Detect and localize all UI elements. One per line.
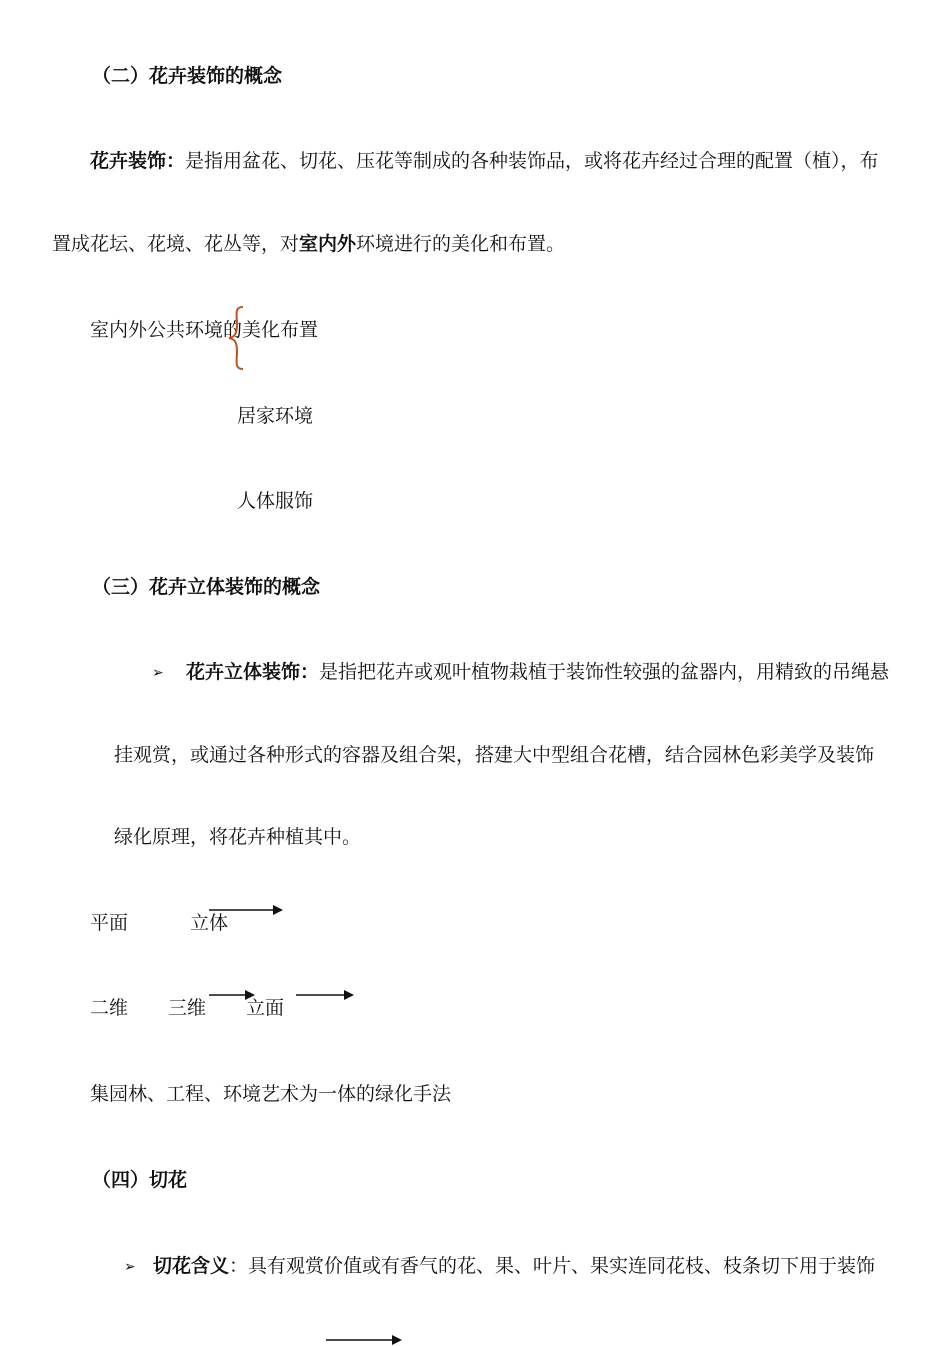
section2-definition-line2: [52, 232, 565, 256]
section4-definition-sep: ：: [229, 1255, 249, 1277]
section3-summary: 集园林、工程、环境艺术为一体的绿化手法: [90, 1083, 452, 1105]
flow1-solid: 立体: [190, 912, 229, 934]
section3-definition-text1: 是指把花卉或观叶植物栽植于装饰性较强的盆器内，用精致的吊绳悬: [319, 661, 890, 683]
section2-definition-text2a: 置成花坛、花境、花丛等，对: [52, 233, 300, 255]
section2-heading: （二）花卉装饰的概念: [92, 65, 283, 87]
section2-definition-text1: 是指用盆花、切花、压花等制成的各种装饰品，或将花卉经过合理的配置（植），布: [185, 150, 879, 172]
section2-definition-line1: [90, 149, 879, 173]
section2-definition-text2b: 环境进行的美化和布置。: [356, 233, 566, 255]
arrow-right-icon: [209, 989, 257, 1001]
arrow-right-icon: [209, 904, 285, 916]
flow1-plane: 平面: [90, 912, 129, 934]
bullet-arrow-icon: ➢: [124, 1259, 136, 1275]
curly-brace-icon: [226, 305, 246, 371]
section3-definition-line2: 挂观赏，或通过各种形式的容器及组合架，搭建大中型组合花槽，结合园林色彩美学及装饰: [114, 744, 875, 766]
section4-heading: （四）切花: [92, 1169, 188, 1191]
section2-definition-bold: 室内外: [299, 233, 357, 255]
section4-definition-line1: [153, 1254, 875, 1278]
flow2-3d: 三维: [168, 997, 207, 1019]
bullet-arrow-icon: ➢: [152, 665, 164, 681]
arrow-right-icon: [296, 989, 356, 1001]
section3-heading: （三）花卉立体装饰的概念: [92, 576, 321, 598]
arrow-right-icon: [326, 1334, 404, 1346]
scope-label: 室内外公共环境的美化布置: [90, 319, 319, 341]
flow2-facade: 立面: [246, 997, 285, 1019]
section4-definition-text1: 具有观赏价值或有香气的花、果、叶片、果实连同花枝、枝条切下用于装饰: [248, 1255, 876, 1277]
section3-definition-line1: [186, 660, 889, 684]
flow2-2d: 二维: [90, 997, 129, 1019]
scope-item-clothing: 人体服饰: [237, 490, 314, 512]
section2-definition-term: 花卉装饰：: [90, 150, 186, 172]
section3-definition-line3: 绿化原理，将花卉种植其中。: [114, 826, 362, 848]
scope-item-home: 居家环境: [237, 405, 314, 427]
section4-definition-term: 切花含义: [153, 1255, 230, 1277]
section3-definition-term: 花卉立体装饰：: [186, 661, 320, 683]
